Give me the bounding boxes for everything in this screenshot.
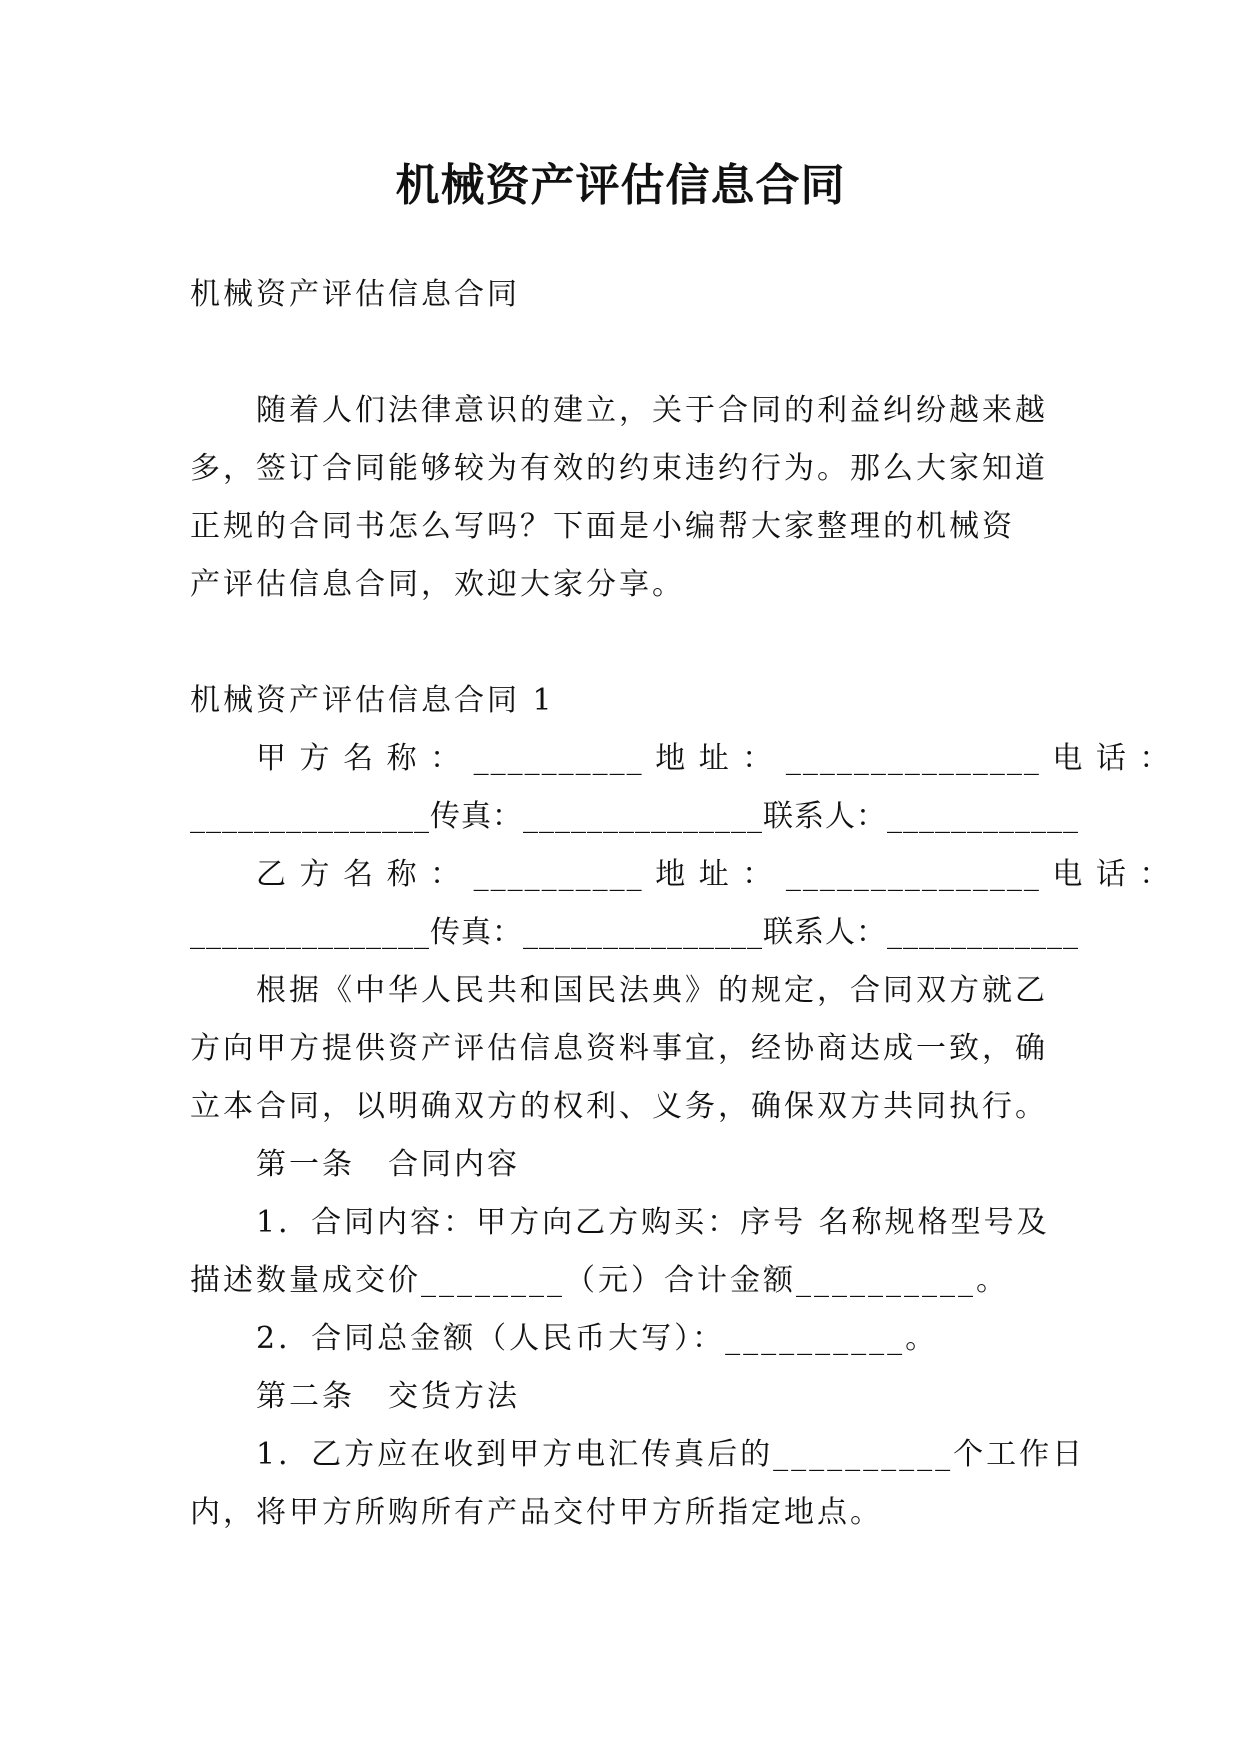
intro-line-1: 随着人们法律意识的建立，关于合同的利益纠纷越来越: [256, 393, 1048, 428]
article-1-heading: 第一条 合同内容: [256, 1147, 520, 1182]
basis-line-3: 立本合同，以明确双方的权利、义务，确保双方共同执行。: [190, 1089, 1048, 1124]
party-a-line-2: _______________传真：_______________联系人：____________: [190, 799, 1079, 834]
document-title: 机械资产评估信息合同: [395, 160, 846, 211]
intro-line-2: 多，签订合同能够较为有效的约束违约行为。那么大家知道: [190, 451, 1048, 486]
article-1-item-1-line-2: 描述数量成交价________（元）合计金额__________。: [190, 1263, 1009, 1298]
basis-line-1: 根据《中华人民共和国民法典》的规定，合同双方就乙: [256, 973, 1048, 1008]
spacer: [190, 324, 1058, 382]
basis-line-2: 方向甲方提供资产评估信息资料事宜，经协商达成一致，确: [190, 1031, 1048, 1066]
intro-line-3: 正规的合同书怎么写吗？下面是小编帮大家整理的机械资: [190, 509, 1015, 544]
spacer: [190, 614, 1058, 672]
party-a-line-1: 甲 方 名 称 ： __________ 地 址 ： _______________ 电 话 ：: [256, 741, 1172, 776]
article-1-item-2: 2．合同总金额（人民币大写）：__________。: [256, 1321, 939, 1356]
document-body: [190, 266, 1172, 1542]
intro-line-4: 产评估信息合同，欢迎大家分享。: [190, 567, 685, 602]
party-b-line-1: 乙 方 名 称 ： __________ 地 址 ： _______________ 电 话 ：: [256, 857, 1172, 892]
article-2-heading: 第二条 交货方法: [256, 1379, 520, 1414]
section-heading: 机械资产评估信息合同 1: [190, 683, 555, 718]
party-b-line-2: _______________传真：_______________联系人：____________: [190, 915, 1079, 950]
article-1-item-1-line-1: 1．合同内容：甲方向乙方购买：序号 名称规格型号及: [256, 1205, 1050, 1240]
article-2-item-1-line-1: 1．乙方应在收到甲方电汇传真后的__________个工作日: [256, 1437, 1086, 1472]
subtitle: 机械资产评估信息合同: [190, 277, 520, 312]
article-2-item-1-line-2: 内，将甲方所购所有产品交付甲方所指定地点。: [190, 1495, 883, 1530]
